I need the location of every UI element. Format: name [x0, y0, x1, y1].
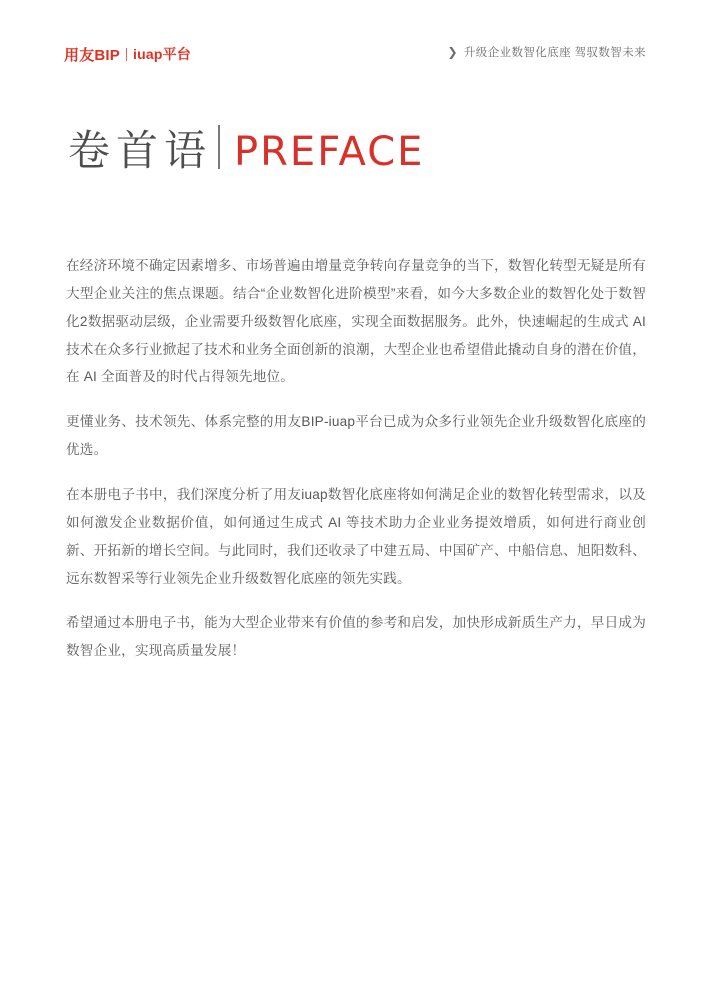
preface-body — [66, 252, 646, 665]
paragraph: 更懂业务、技术领先、体系完整的用友BIP-iuap平台已成为众多行业领先企业升级数智化底座的优选。 — [66, 414, 646, 458]
page-header — [0, 42, 710, 70]
page-title-cn: 卷首语 — [68, 127, 213, 174]
brand-name-main: 用友BIP — [64, 46, 121, 64]
brand-logo — [64, 42, 191, 66]
chevron-right-icon: ❯ — [447, 45, 458, 59]
paragraph: 在经济环境不确定因素增多、市场普遍由增量竞争转向存量竞争的当下，数智化转型无疑是所有大型企业关注的焦点课题。结合“企业数智化进阶模型”来看，如今大多数企业的数智化处于数智化2数据驱动层级，企业需要升级数智化底座，实现全面数据服务。此外，快速崛起的生成式 AI 技术在众多行业掀起了技术和业务全面创新的浪潮，大型企业也希望借此撬动自身的潜在价值，在 AI 全面普及的时代占得领先地位。 — [66, 258, 646, 385]
header-tagline — [447, 44, 646, 60]
page-title — [68, 118, 424, 178]
brand-divider — [126, 48, 127, 61]
title-divider — [218, 125, 220, 169]
paragraph: 希望通过本册电子书，能为大型企业带来有价值的参考和启发，加快形成新质生产力，早日成为数智企业，实现高质量发展！ — [66, 615, 646, 659]
header-tagline-text: 升级企业数智化底座 驾驭数智未来 — [463, 47, 646, 59]
paragraph: 在本册电子书中，我们深度分析了用友iuap数智化底座将如何满足企业的数智化转型需求，以及如何激发企业数据价值，如何通过生成式 AI 等技术助力企业业务提效增质，如何进行商业创新、开拓新的增长空间。与此同时，我们还收录了中建五局、中国矿产、中船信息、旭阳数科、远东数智采等行业领先企业升级数智化底座的领先实践。 — [66, 487, 646, 586]
page-title-en: PREFACE — [234, 129, 425, 175]
brand-name-sub: iuap平台 — [133, 46, 191, 62]
